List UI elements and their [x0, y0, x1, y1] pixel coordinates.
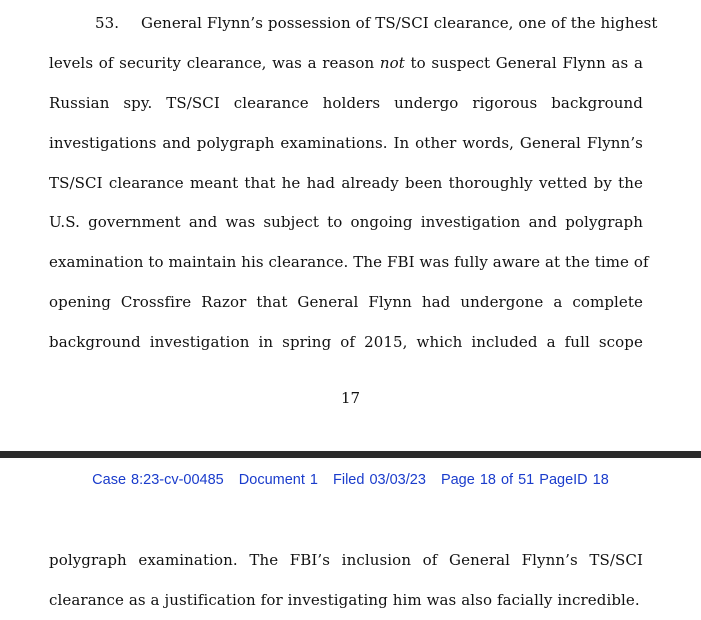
filed-date: Filed 03/03/23 [333, 472, 426, 488]
paragraph-53-line-1: 53. General Flynn’s possession of TS/SCI clearance, one of the highest [95, 14, 658, 32]
page-number: 17 [340, 389, 361, 407]
page-id: PageID 18 [539, 472, 609, 488]
page-count: Page 18 of 51 [440, 472, 535, 488]
document-number: Document 1 [238, 472, 318, 488]
emphasis-not: not [379, 54, 405, 72]
case-number: Case 8:23-cv-00485 [92, 472, 224, 488]
page-separator [0, 451, 701, 458]
paragraph-53-line-4: investigations and polygraph examinations. In other words, General Flynn’s [49, 134, 643, 152]
page2-line-1: polygraph examination. The FBI’s inclusion of General Flynn’s TS/SCI [49, 551, 643, 569]
paragraph-number: 53. [95, 14, 120, 32]
paragraph-53-line-2: levels of security clearance, was a reason not to suspect General Flynn as a [49, 54, 644, 72]
paragraph-53-line-7: examination to maintain his clearance. The FBI was fully aware at the time of [49, 253, 649, 271]
paragraph-53-line-8: opening Crossfire Razor that General Flynn had undergone a complete [49, 293, 643, 311]
paragraph-53-line-5: TS/SCI clearance meant that he had already been thoroughly vetted by the [49, 174, 643, 192]
paragraph-53-line-9: background investigation in spring of 2015, which included a full scope [49, 333, 643, 351]
paragraph-53-line-6: U.S. government and was subject to ongoing investigation and polygraph [49, 213, 643, 231]
paragraph-53-line-3: Russian spy. TS/SCI clearance holders undergo rigorous background [49, 94, 643, 112]
page2-line-2: clearance as a justification for investigating him was also facially incredible. [49, 591, 640, 609]
case-header [0, 472, 701, 488]
